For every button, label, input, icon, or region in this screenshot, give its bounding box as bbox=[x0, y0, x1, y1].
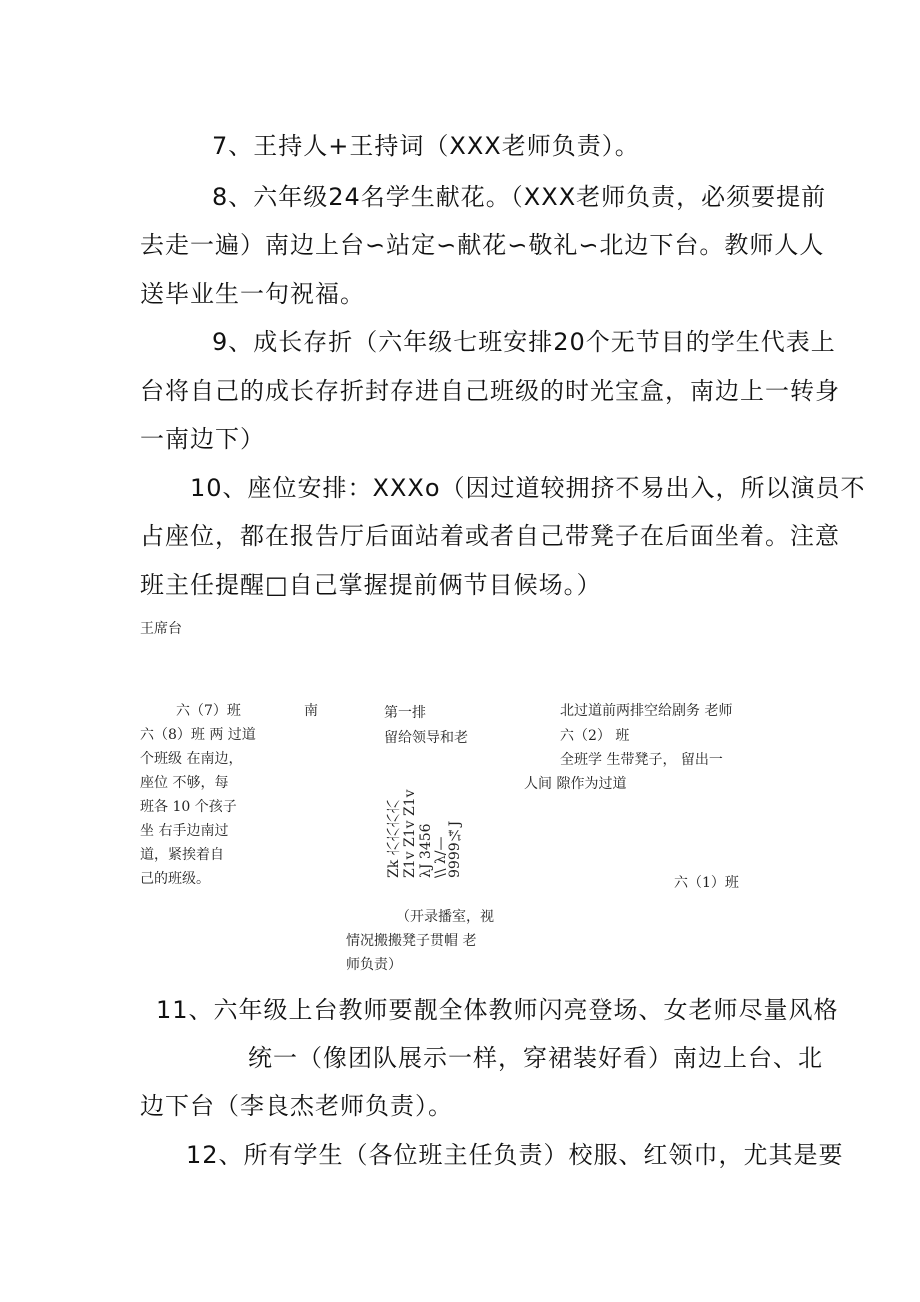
vertical-column-2: \\ λ/— bbox=[433, 836, 449, 878]
item-8-line-1: 8、六年级24名学生献花。（XXX老师负责，必须要提前 bbox=[212, 183, 827, 211]
left-note-line-7: 己的班级。 bbox=[140, 871, 210, 887]
vertical-column-3: λJ 3456 bbox=[418, 823, 434, 878]
left-note-line-1: 六（8）班 两 过道 bbox=[140, 727, 256, 743]
item-10-line-3: 班主任提醒□自己掌握提前俩节目候场。） bbox=[140, 571, 602, 599]
left-note-line-2: 个班级 在南边， bbox=[140, 751, 243, 767]
item-11-line-1: 11、六年级上台教师要靓全体教师闪亮登场、女老师尽量风格 bbox=[156, 996, 839, 1024]
item-9-line-3: 一南边下） bbox=[140, 425, 265, 453]
left-note-line-5: 坐 右手边南过 bbox=[140, 823, 229, 839]
item-8-line-3: 送毕业生一句祝福。 bbox=[140, 280, 365, 308]
left-note-line-4: 班各 10 个孩子 bbox=[140, 799, 237, 815]
stage-label: 王席台 bbox=[140, 621, 182, 637]
right-note-line-1: 北过道前两排空给剧务 老师 bbox=[560, 703, 733, 719]
first-row-note: 留给领导和老 bbox=[384, 730, 468, 746]
right-class-2: 六（2） 班 bbox=[560, 728, 630, 744]
right-class-1: 六（1）班 bbox=[674, 875, 739, 891]
bottom-note-line-1: （开录播室，视 bbox=[396, 909, 494, 925]
vertical-column-1: 9999¼J bbox=[447, 820, 463, 878]
bottom-note-line-2: 情况搬搬凳子贯帽 老 bbox=[346, 933, 477, 949]
left-note-line-6: 道，紧挨着自 bbox=[140, 847, 224, 863]
item-8-line-2: 去走一遍）南边上台∽站定∽献花∽敬礼∽北边下台。教师人人 bbox=[140, 231, 825, 259]
item-12-line-1: 12、所有学生（各位班主任负责）校服、红领巾，尤其是要 bbox=[186, 1141, 844, 1169]
first-row-label: 第一排 bbox=[384, 705, 426, 721]
item-10-line-1: 10、座位安排：XXXo（因过道较拥挤不易出入，所以演员不 bbox=[190, 474, 866, 502]
vertical-column-5: Zk 六六六六 bbox=[386, 799, 402, 878]
item-10-line-2: 占座位，都在报告厅后面站着或者自己带凳子在后面坐着。注意 bbox=[140, 522, 840, 550]
vertical-column-4: Z1v Z1v Z1v bbox=[402, 789, 418, 878]
right-note-line-2: 全班学 生带凳子， 留出一 bbox=[560, 752, 723, 768]
item-11-line-2: 统一（像团队展示一样，穿裙装好看）南边上台、北 bbox=[248, 1044, 823, 1072]
item-11-line-3: 边下台（李良杰老师负责）。 bbox=[140, 1092, 453, 1120]
item-7: 7、王持人+王持词（XXX老师负责）。 bbox=[212, 132, 640, 160]
right-note-line-3: 人间 隙作为过道 bbox=[524, 776, 627, 792]
left-south-label: 南 bbox=[304, 703, 318, 719]
item-9-line-1: 9、成长存折（六年级七班安排20个无节目的学生代表上 bbox=[212, 328, 836, 356]
left-note-line-3: 座位 不够，每 bbox=[140, 775, 229, 791]
bottom-note-line-3: 师负责） bbox=[346, 957, 402, 973]
item-9-line-2: 台将自己的成长存折封存进自己班级的时光宝盒，南边上一转身 bbox=[140, 377, 840, 405]
left-class-7: 六（7）班 bbox=[176, 703, 241, 719]
